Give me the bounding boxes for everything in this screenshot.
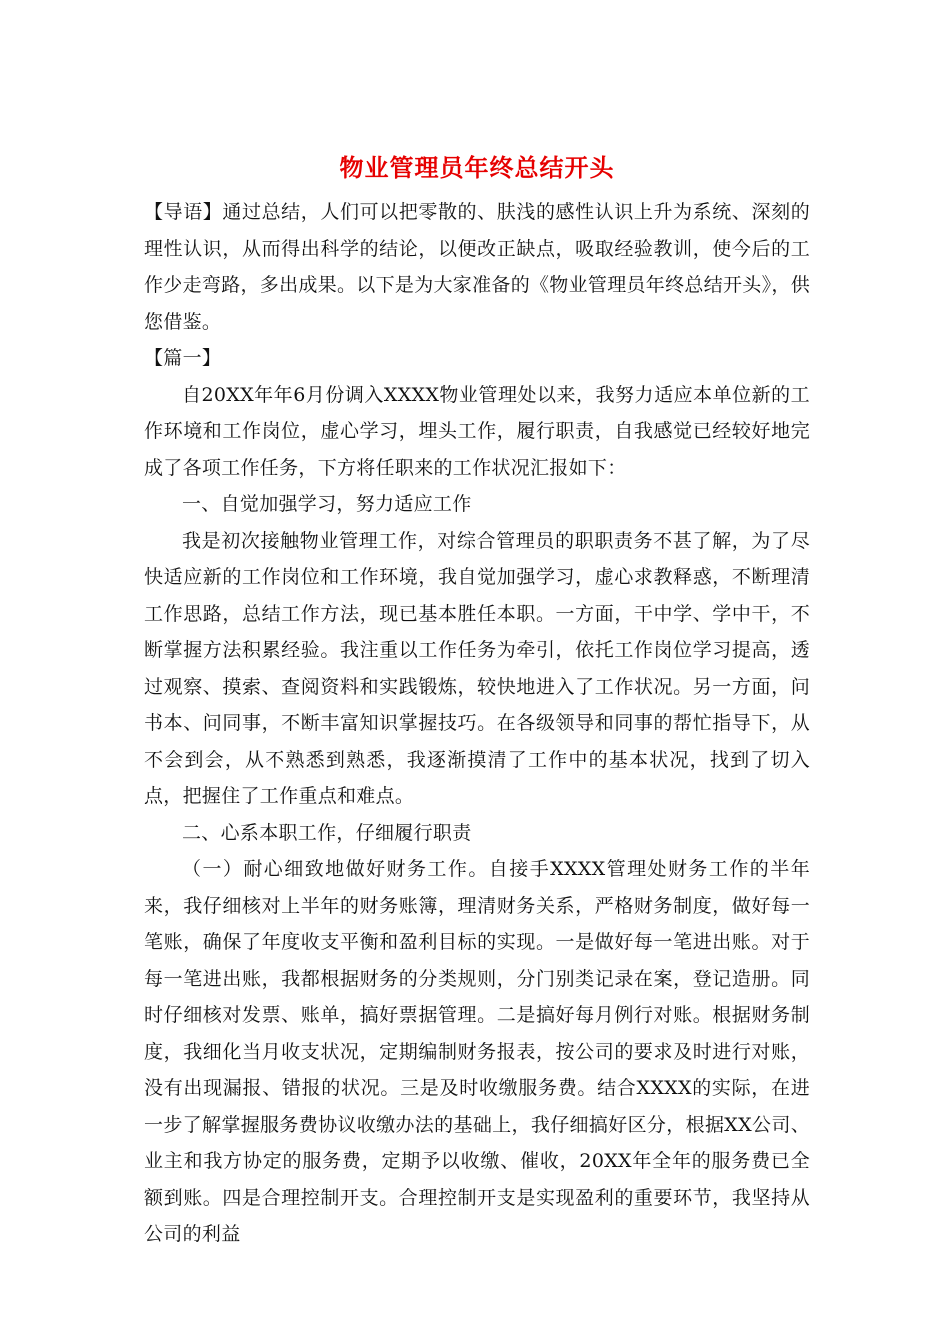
document-page	[144, 148, 810, 1253]
section-label: 【篇一】	[144, 347, 222, 369]
body-paragraph: （一）耐心细致地做好财务工作。自接手XXXX管理处财务工作的半年来，我仔细核对上半年的财务账簿，理清财务关系，严格财务制度，做好每一笔账，确保了年度收支平衡和盈利目标的实现。一是做好每一笔进出账。对于每一笔进出账，我都根据财务的分类规则，分门别类记录在案，登记造册。同时仔细核对发票、账单，搞好票据管理。二是搞好每月例行对账。根据财务制度，我细化当月收支状况，定期编制财务报表，按公司的要求及时进行对账，没有出现漏报、错报的状况。三是及时收缴服务费。结合XXXX的实际，在进一步了解掌握服务费协议收缴办法的基础上，我仔细搞好区分，根据XX公司、业主和我方协定的服务费，定期予以收缴、催收，20XX年全年的服务费已全额到账。四是合理控制开支。合理控制开支是实现盈利的重要环节，我坚持从公司的利益	[144, 858, 810, 1245]
body-paragraph: 自20XX年年6月份调入XXXX物业管理处以来，我努力适应本单位新的工作环境和工作岗位，虚心学习，埋头工作，履行职责，自我感觉已经较好地完成了各项工作任务，下方将任职来的工作状况汇报如下：	[144, 383, 810, 479]
section-heading: 一、自觉加强学习，努力适应工作	[182, 493, 472, 515]
document-title: 物业管理员年终总结开头	[339, 153, 615, 182]
intro-paragraph: 【导语】通过总结，人们可以把零散的、肤浅的感性认识上升为系统、深刻的理性认识，从而得出科学的结论，以便改正缺点，吸取经验教训，使今后的工作少走弯路，多出成果。以下是为大家准备的《物业管理员年终总结开头》，供您借鉴。	[144, 201, 811, 333]
body-paragraph: 我是初次接触物业管理工作，对综合管理员的职职责务不甚了解，为了尽快适应新的工作岗位和工作环境，我自觉加强学习，虚心求教释惑，不断理清工作思路，总结工作方法，现已基本胜任本职。一方面，干中学、学中干，不断掌握方法积累经验。我注重以工作任务为牵引，依托工作岗位学习提高，透过观察、摸索、查阅资料和实践锻炼，较快地进入了工作状况。另一方面，问书本、问同事，不断丰富知识掌握技巧。在各级领导和同事的帮忙指导下，从不会到会，从不熟悉到熟悉，我逐渐摸清了工作中的基本状况，找到了切入点，把握住了工作重点和难点。	[144, 529, 810, 807]
section-heading: 二、心系本职工作，仔细履行职责	[182, 821, 472, 844]
